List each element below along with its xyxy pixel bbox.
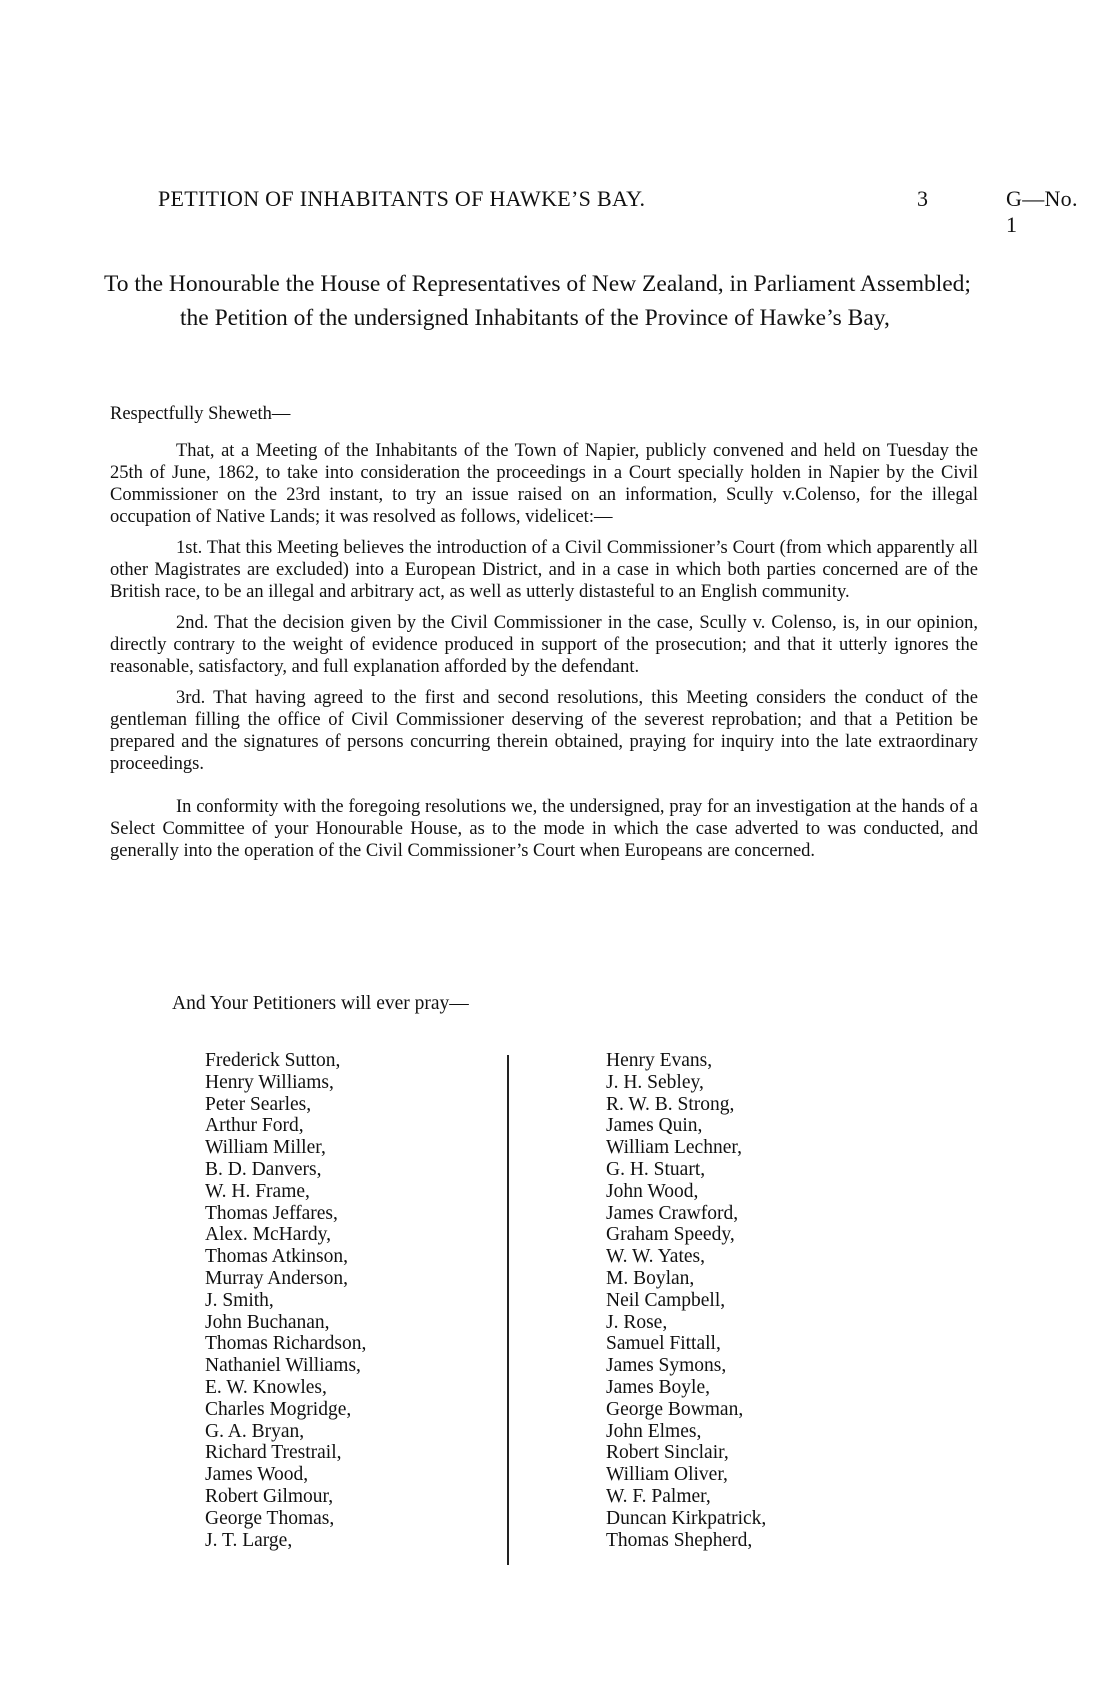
signatory-name: William Oliver, — [606, 1464, 728, 1486]
signatory-name: Neil Campbell, — [606, 1289, 726, 1311]
signatory-name: J. H. Sebley, — [606, 1071, 704, 1093]
signatory-name: John Wood, — [606, 1180, 699, 1202]
signatory-name: Samuel Fittall, — [606, 1333, 721, 1355]
signatory-name: Alex. McHardy, — [205, 1224, 331, 1246]
paragraph-prayer: In conformity with the foregoing resolutions we, the undersigned, pray for an investigation at the hands of a Select Committee of your Honourable House, as to the mode in which the case adverted to was conducted, and generally into the operation of the Civil Commissioner’s Court when Europeans are concerned. — [110, 797, 978, 861]
signatory-name: E. W. Knowles, — [205, 1376, 327, 1398]
signatory-name: J. Rose, — [606, 1311, 668, 1333]
page-number: 3 — [917, 186, 929, 211]
signatory-name: Frederick Sutton, — [205, 1050, 341, 1071]
petition-address — [104, 267, 984, 335]
signatory-name: Duncan Kirkpatrick, — [606, 1507, 767, 1529]
signatory-name: George Bowman, — [606, 1398, 744, 1420]
resolution-first: 1st. That this Meeting believes the introduction of a Civil Commissioner’s Court (from which apparently all other Magistrates are excluded) into a European District, and in a case in which both parties concerned are of the British race, to be an illegal and arbitrary act, as well as utterly distasteful to an English community. — [110, 538, 978, 602]
signatory-name: James Crawford, — [606, 1202, 739, 1224]
signatory-name: Thomas Richardson, — [205, 1333, 367, 1355]
signatory-name: Graham Speedy, — [606, 1224, 735, 1246]
signatory-name: James Symons, — [606, 1355, 727, 1377]
signatory-name: Henry Evans, — [606, 1050, 713, 1071]
salutation: Respectfully Sheweth— — [110, 404, 291, 424]
signatory-name: Arthur Ford, — [205, 1115, 304, 1137]
signatory-name: Henry Williams, — [205, 1071, 334, 1093]
signatory-name: J. Smith, — [205, 1289, 274, 1311]
signatory-name: Thomas Atkinson, — [205, 1246, 349, 1268]
signatory-name: James Boyle, — [606, 1376, 710, 1398]
signatory-name: Murray Anderson, — [205, 1267, 348, 1289]
signatory-name: W. H. Frame, — [205, 1180, 310, 1202]
signatories-left-column — [205, 1050, 366, 1551]
signatory-name: R. W. B. Strong, — [606, 1093, 735, 1115]
document-title: PETITION OF INHABITANTS OF HAWKE’S BAY. — [158, 186, 646, 211]
closing-line: And Your Petitioners will ever pray— — [172, 993, 469, 1014]
signatory-name: B. D. Danvers, — [205, 1158, 322, 1180]
signatory-name: John Buchanan, — [205, 1311, 330, 1333]
signatory-name: W. F. Palmer, — [606, 1485, 711, 1507]
signatory-name: George Thomas, — [205, 1507, 335, 1529]
column-divider — [507, 1055, 509, 1565]
signatory-name: G. H. Stuart, — [606, 1158, 706, 1180]
signatory-name: William Miller, — [205, 1137, 326, 1159]
paragraph-meeting: That, at a Meeting of the Inhabitants of the Town of Napier, publicly convened and held on Tuesday the 25th of June, 1862, to take into consideration the proceedings in a Court specially holden in Napier by the Civil Commissioner on the 23rd instant, to try an issue raised on an information, Scully v.Colenso, for the illegal occupation of Native Lands; it was resolved as follows, videlicet:— — [110, 441, 978, 527]
signatory-name: J. T. Large, — [205, 1529, 293, 1551]
signatory-name: Richard Trestrail, — [205, 1442, 342, 1464]
signatory-name: Thomas Jeffares, — [205, 1202, 338, 1224]
signatory-name: Thomas Shepherd, — [606, 1529, 753, 1551]
petition-body — [110, 440, 978, 871]
signatory-name: Robert Sinclair, — [606, 1442, 729, 1464]
signatory-name: James Wood, — [205, 1464, 309, 1486]
signatory-name: Peter Searles, — [205, 1093, 312, 1115]
signatory-name: W. W. Yates, — [606, 1246, 705, 1268]
signatory-name: Nathaniel Williams, — [205, 1355, 361, 1377]
signatory-name: G. A. Bryan, — [205, 1420, 305, 1442]
signatories-right-column — [606, 1050, 766, 1551]
signatory-name: William Lechner, — [606, 1137, 742, 1159]
signatory-name: Robert Gilmour, — [205, 1485, 334, 1507]
running-header — [158, 186, 1094, 237]
address-text: To the Honourable the House of Representatives of New Zealand, in Parliament Assembled; the Petition of the undersigned Inhabitants of the Province of Hawke’s Bay, — [104, 271, 971, 331]
signatory-name: John Elmes, — [606, 1420, 702, 1442]
signatory-name: M. Boylan, — [606, 1267, 695, 1289]
signatory-name: James Quin, — [606, 1115, 703, 1137]
resolution-third: 3rd. That having agreed to the first and second resolutions, this Meeting considers the conduct of the gentleman filling the office of Civil Commissioner deserving of the severest reprobation; and that a Petition be prepared and the signatures of persons concurring therein obtained, praying for inquiry into the late extraordinary proceedings. — [110, 688, 978, 774]
series-number: G—No. 1 — [1006, 186, 1078, 237]
signatory-name: Charles Mogridge, — [205, 1398, 352, 1420]
resolution-second: 2nd. That the decision given by the Civil Commissioner in the case, Scully v. Colenso, is, in our opinion, directly contrary to the weight of evidence produced in support of the prosecution; and that it utterly ignores the reasonable, satisfactory, and full explanation afforded by the defendant. — [110, 613, 978, 677]
